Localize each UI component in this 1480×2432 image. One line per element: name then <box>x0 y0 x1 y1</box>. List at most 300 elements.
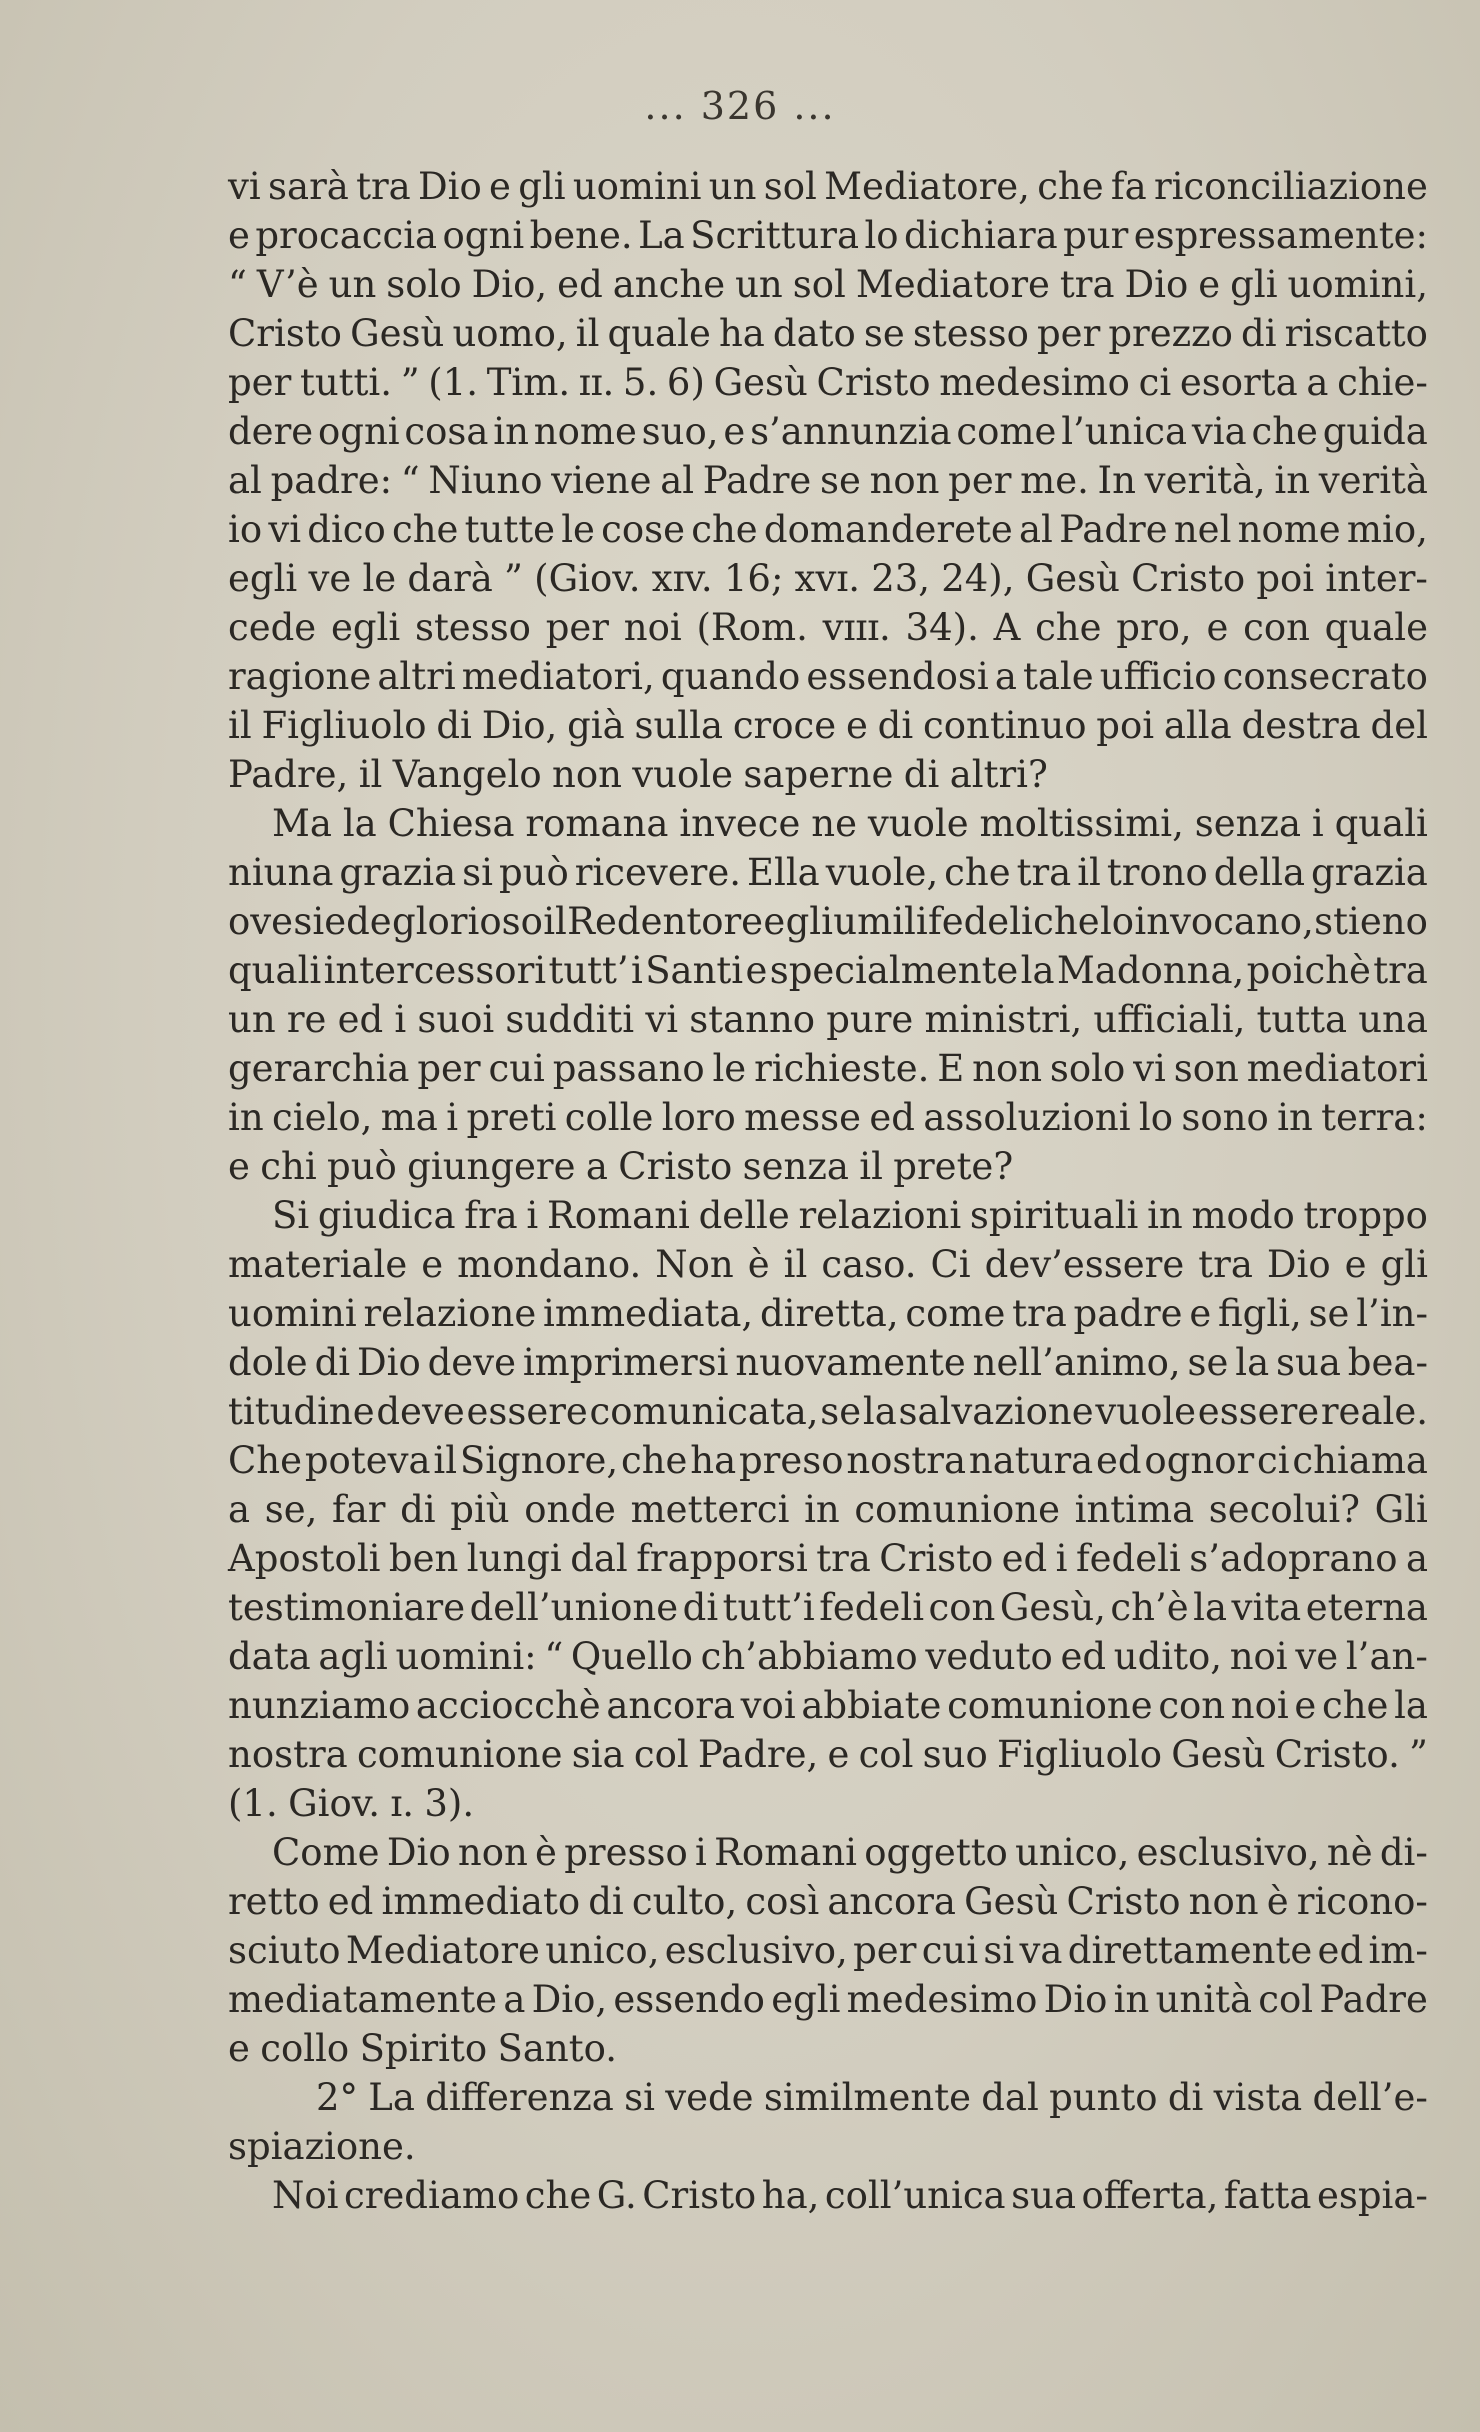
text-line <box>228 1779 1428 1828</box>
word: loro <box>661 1096 736 1139</box>
word: caso. <box>821 1243 917 1286</box>
text-line <box>228 2171 1428 2220</box>
word: se, <box>264 1488 318 1531</box>
word: e <box>1294 1684 1317 1727</box>
word: chiama <box>1292 1439 1428 1482</box>
word: altri <box>377 655 456 698</box>
word: Cristo <box>879 1537 994 1580</box>
text-line <box>228 1044 1428 1093</box>
word: ove <box>228 900 294 943</box>
text-line <box>228 1632 1428 1681</box>
word: Padre, <box>697 1733 819 1776</box>
word: l’in- <box>1356 1292 1428 1335</box>
word: ufficiali, <box>1093 998 1246 1041</box>
word: consecrato <box>1222 655 1428 698</box>
word: Che <box>228 1439 303 1482</box>
word: di <box>877 704 914 747</box>
word: non <box>457 1831 528 1874</box>
word: testimoniare <box>228 1586 466 1629</box>
text-line <box>228 2073 1428 2122</box>
word: un <box>228 998 276 1041</box>
word: nome <box>1237 508 1341 551</box>
word: domanderete <box>763 508 1013 551</box>
word: esclusivo, <box>1136 1831 1320 1874</box>
word: messe <box>744 1096 861 1139</box>
text-line <box>228 1485 1428 1534</box>
word: il <box>358 753 383 796</box>
word: io <box>228 508 263 551</box>
word: Dio, <box>531 1978 608 2021</box>
word: un <box>328 263 377 306</box>
word: xɪv. <box>651 557 713 600</box>
text-line <box>228 701 1428 750</box>
word: Madonna, <box>1056 949 1245 992</box>
word: eterna <box>1305 1586 1428 1629</box>
word: imprimersi <box>522 1341 729 1384</box>
word: ed <box>1317 1929 1364 1972</box>
word: Come <box>272 1831 380 1874</box>
word: comunione <box>854 1488 1060 1531</box>
word: tra <box>816 1537 871 1580</box>
word: a <box>1306 361 1329 404</box>
word: a <box>585 1145 608 1188</box>
word: e <box>489 165 511 208</box>
text-line <box>228 897 1428 946</box>
word: essere <box>1197 1390 1320 1433</box>
word: differenza <box>425 2076 614 2119</box>
word: tra <box>1012 1292 1067 1335</box>
word: mediatori, <box>461 655 655 698</box>
word: Apostoli <box>228 1537 381 1580</box>
word: tutti. <box>299 361 392 404</box>
word: nostra <box>228 1733 348 1776</box>
word: esclusivo, <box>664 1929 848 1972</box>
word: per <box>1037 312 1101 355</box>
word: vi <box>645 998 679 1041</box>
text-line <box>228 1534 1428 1583</box>
word: che <box>1251 410 1318 453</box>
word: egli <box>330 606 401 649</box>
word: Scrittura <box>690 214 860 257</box>
word: se <box>1187 1341 1229 1384</box>
word: intima <box>1074 1488 1195 1531</box>
word: per <box>545 606 609 649</box>
word: a <box>994 655 1017 698</box>
text-line <box>228 554 1428 603</box>
word: Ella <box>746 851 820 894</box>
word: ha <box>690 1439 737 1482</box>
word: quando <box>660 655 801 698</box>
word: ch’è <box>1110 1586 1189 1629</box>
word: in <box>1274 459 1311 502</box>
word: ci <box>1138 361 1172 404</box>
word: se <box>1308 1292 1350 1335</box>
word: nuovamente <box>735 1341 966 1384</box>
word: giungere <box>407 1145 576 1188</box>
word: ministri, <box>924 998 1083 1041</box>
word: retto <box>228 1880 320 1923</box>
word: preso <box>738 1439 844 1482</box>
word: senza <box>742 1145 849 1188</box>
word: salvazione <box>898 1390 1094 1433</box>
word: Dio, <box>481 704 558 747</box>
word: far <box>332 1488 386 1531</box>
word: grazia <box>339 851 457 894</box>
word: così <box>745 1880 820 1923</box>
word: del <box>1370 704 1428 747</box>
word: relazione <box>363 1292 537 1335</box>
word: Redentore <box>567 900 764 943</box>
word: come <box>905 1292 1006 1335</box>
word: similmente <box>763 2076 971 2119</box>
word: direttamente <box>1067 1929 1313 1972</box>
word: dato <box>772 312 856 355</box>
word: se <box>820 1390 862 1433</box>
word: xvɪ. <box>794 557 860 600</box>
word: pur <box>1063 214 1129 257</box>
word: troppo <box>1303 1194 1428 1237</box>
word: fedeli <box>1075 1537 1181 1580</box>
word: di <box>1241 312 1277 355</box>
word: sono <box>1181 1096 1269 1139</box>
word: siede <box>293 900 392 943</box>
word: uomini <box>228 1292 357 1335</box>
word: son <box>1173 1047 1239 1090</box>
word: uomini <box>572 165 702 208</box>
text-line <box>228 1828 1428 1877</box>
word: e <box>1344 1243 1367 1286</box>
word: glorioso <box>392 900 543 943</box>
word: vuole, <box>825 851 939 894</box>
word: quale <box>1324 606 1428 649</box>
word: dichiara <box>904 214 1058 257</box>
word: 24), <box>941 557 1015 600</box>
word: natura <box>968 1439 1094 1482</box>
word: comunione <box>356 1733 563 1776</box>
word: per <box>417 1047 481 1090</box>
word: in <box>493 410 529 453</box>
word: a <box>1405 1537 1428 1580</box>
word: poichè <box>1246 949 1371 992</box>
word: può <box>498 851 569 894</box>
word: ed <box>337 998 384 1041</box>
word: l’unica <box>1061 410 1188 453</box>
word: uomini, <box>1287 263 1428 306</box>
word: mediatori <box>1246 1047 1428 1090</box>
word: Padre <box>1059 508 1168 551</box>
text-line <box>228 162 1428 211</box>
word: tra <box>1373 949 1428 992</box>
word: dell’e- <box>1312 2076 1428 2119</box>
word: la <box>1235 1341 1270 1384</box>
text-line <box>228 1289 1428 1338</box>
word: Gesù <box>350 312 445 355</box>
word: La <box>638 214 685 257</box>
word: di <box>436 704 472 747</box>
word: immediata, <box>543 1292 754 1335</box>
text-line <box>228 1681 1428 1730</box>
text-line <box>228 652 1428 701</box>
word: e <box>763 900 786 943</box>
word: voi <box>740 1684 796 1727</box>
word: il <box>228 704 252 747</box>
word: dico <box>307 508 386 551</box>
word: agli <box>318 1635 388 1678</box>
word: dal <box>570 1537 628 1580</box>
word: ragione <box>228 655 372 698</box>
word: s’annunzia <box>750 410 952 453</box>
word: Spirito <box>359 2027 488 2070</box>
word: dev’essere <box>984 1243 1185 1286</box>
word: vista <box>1213 2076 1303 2119</box>
word: vi <box>228 165 261 208</box>
word: E <box>937 1047 965 1090</box>
word: non <box>869 459 940 502</box>
word: viene <box>551 459 652 502</box>
word: lo <box>1099 900 1135 943</box>
word: col <box>633 1733 689 1776</box>
word: Ci <box>930 1243 971 1286</box>
word: essendo <box>613 1978 765 2021</box>
word: il <box>783 1243 808 1286</box>
word: Mediatore, <box>824 165 1030 208</box>
word: la <box>1193 1586 1228 1629</box>
word: per <box>228 361 292 404</box>
word: la <box>1394 1684 1428 1727</box>
word: Romani <box>714 1831 858 1874</box>
word: in <box>1113 1978 1150 2021</box>
word: padre: <box>270 459 393 502</box>
word: umili <box>833 900 928 943</box>
text-line <box>228 309 1428 358</box>
word: Dio <box>417 165 482 208</box>
word: procaccia <box>255 214 438 257</box>
word: ha, <box>761 2174 820 2217</box>
word: tutt’ <box>548 949 629 992</box>
word: ci <box>1257 1439 1290 1482</box>
text-line <box>228 211 1428 260</box>
word: può <box>327 1145 397 1188</box>
word: le <box>561 508 595 551</box>
word: di- <box>1379 1831 1428 1874</box>
word: una <box>1358 998 1428 1041</box>
word: frapporsi <box>636 1537 808 1580</box>
word: Padre, <box>228 753 349 796</box>
word: medesimo <box>939 361 1130 404</box>
word: culto, <box>631 1880 738 1923</box>
word: ve <box>308 557 352 600</box>
word: in <box>804 1488 840 1531</box>
word: al <box>228 459 262 502</box>
word: ed <box>557 263 603 306</box>
word: già <box>567 704 625 747</box>
word: nell’animo, <box>972 1341 1181 1384</box>
text-line <box>228 1583 1428 1632</box>
word: ma <box>380 1096 438 1139</box>
word: di <box>588 1880 624 1923</box>
word: non <box>972 1047 1043 1090</box>
word: riconciliazione <box>1153 165 1428 208</box>
word: riscatto <box>1284 312 1428 355</box>
word: presso <box>564 1831 688 1874</box>
word: 23, <box>871 557 931 600</box>
word: quali <box>1334 802 1428 845</box>
word: ancora <box>606 1684 735 1727</box>
word: egli <box>771 1978 841 2021</box>
word: vita <box>1231 1586 1302 1629</box>
word: sua <box>1276 1341 1341 1384</box>
word: non <box>1188 1880 1259 1923</box>
word: per <box>853 1929 917 1972</box>
word: Mediatore <box>345 1929 540 1972</box>
word: un <box>735 263 783 306</box>
word: figli, <box>1218 1292 1302 1335</box>
word: in <box>1147 1194 1183 1237</box>
word: che <box>944 851 1011 894</box>
word: Cristo <box>618 1145 733 1188</box>
word: pro, <box>1116 606 1192 649</box>
body-text <box>228 162 1428 2220</box>
word: nunziamo <box>228 1684 411 1727</box>
word: ɪɪ. <box>578 361 615 404</box>
word: Non <box>655 1243 734 1286</box>
word: poteva <box>304 1439 431 1482</box>
word: va <box>1019 1929 1063 1972</box>
word: richieste. <box>754 1047 930 1090</box>
word: i <box>526 1194 539 1237</box>
word: medesimo <box>846 1978 1038 2021</box>
word: di <box>682 1586 719 1629</box>
word: il <box>1077 851 1101 894</box>
word: della <box>1213 851 1306 894</box>
word: ” <box>1409 1733 1428 1776</box>
word: egli <box>228 557 298 600</box>
word: immediato <box>381 1880 581 1923</box>
word: Dio <box>1124 263 1189 306</box>
word: giudica <box>317 1194 456 1237</box>
word: al <box>660 459 695 502</box>
word: acciocchè <box>415 1684 601 1727</box>
word: romana <box>525 802 669 845</box>
word: offerta, <box>1081 2174 1219 2217</box>
word: preti <box>466 1096 557 1139</box>
word: Padre <box>702 459 812 502</box>
word: Cristo <box>228 312 342 355</box>
word: vi <box>1133 1047 1166 1090</box>
word: Dio <box>356 1341 421 1384</box>
word: e <box>421 1243 444 1286</box>
word: vuole <box>632 753 734 796</box>
word: trono <box>1106 851 1208 894</box>
word: ancora <box>827 1880 956 1923</box>
word: Niuno <box>428 459 543 502</box>
word: 3). <box>424 1782 475 1825</box>
text-line <box>228 995 1428 1044</box>
word: Figliuolo <box>996 1733 1163 1776</box>
word: gerarchia <box>228 1047 410 1090</box>
word: non <box>551 753 622 796</box>
text-line <box>228 603 1428 652</box>
word: dere <box>228 410 314 453</box>
word: il <box>543 900 567 943</box>
word: fa <box>1110 165 1147 208</box>
word: Vangelo <box>392 753 542 796</box>
word: tra <box>356 165 411 208</box>
word: Cristo. <box>1274 1733 1400 1776</box>
word: sol <box>763 165 817 208</box>
word: in <box>228 1096 264 1139</box>
word: spirituali <box>969 1194 1139 1237</box>
word: gli <box>1230 263 1278 306</box>
word: la <box>1020 949 1055 992</box>
word: pure <box>826 998 914 1041</box>
word: ” <box>504 557 523 600</box>
word: colle <box>564 1096 654 1139</box>
word: nè <box>1326 1831 1373 1874</box>
word: re <box>286 998 327 1041</box>
word: mio, <box>1346 508 1428 551</box>
word: cielo, <box>272 1096 373 1139</box>
word: data <box>228 1635 311 1678</box>
word: e <box>228 214 250 257</box>
word: i <box>631 949 643 992</box>
word: Ma <box>272 802 332 845</box>
word: (Giov. <box>534 557 641 600</box>
word: Signore, <box>459 1439 619 1482</box>
word: che <box>1037 165 1104 208</box>
word: gli <box>1380 1243 1428 1286</box>
word: ogni <box>442 214 525 257</box>
word: e <box>827 1733 850 1776</box>
word: sua <box>1011 2174 1077 2217</box>
word: solo <box>1049 1047 1126 1090</box>
word: se <box>863 312 905 355</box>
word: continuo <box>923 704 1087 747</box>
word: s’adoprano <box>1189 1537 1398 1580</box>
word: Dio <box>1043 1978 1108 2021</box>
word: guida <box>1322 410 1428 453</box>
word: V’è <box>256 263 319 306</box>
word: darà <box>407 557 493 600</box>
word: vuole <box>867 802 969 845</box>
word: via <box>1191 410 1247 453</box>
word: comunicata, <box>589 1390 819 1433</box>
word: tale <box>1022 655 1094 698</box>
word: Quello <box>570 1635 693 1678</box>
word: coll’unica <box>824 2174 1006 2217</box>
word: Cristo <box>1131 557 1246 600</box>
word: niuna <box>228 851 334 894</box>
word: e <box>228 2027 250 2070</box>
word: verità, <box>1144 459 1266 502</box>
word: ed <box>327 1880 374 1923</box>
word: A <box>993 606 1021 649</box>
word: “ <box>228 263 247 306</box>
word: sarà <box>268 165 349 208</box>
word: tra <box>1059 263 1115 306</box>
word: prezzo <box>1108 312 1233 355</box>
word: comunione <box>947 1684 1153 1727</box>
word: espia- <box>1316 2174 1428 2217</box>
word: le <box>712 1047 747 1090</box>
word: si <box>624 2076 655 2119</box>
word: onde <box>524 1488 616 1531</box>
word: G. <box>596 2174 637 2217</box>
word: “ <box>544 1635 564 1678</box>
word: ricono- <box>1296 1880 1428 1923</box>
word: chi <box>260 1145 317 1188</box>
word: fatta <box>1223 2174 1312 2217</box>
